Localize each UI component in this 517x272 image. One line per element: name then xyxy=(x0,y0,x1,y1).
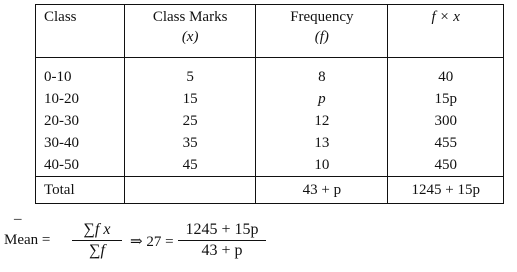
total-frequency: 43 + p xyxy=(256,177,388,204)
total-fx: 1245 + 15p xyxy=(388,177,504,204)
table-row xyxy=(36,110,504,132)
header-frequency-label: Frequency xyxy=(290,9,354,25)
frequency-table xyxy=(35,4,504,204)
total-label: Total xyxy=(36,177,125,204)
cell-fx: 455 xyxy=(388,132,504,154)
cell-frequency: 13 xyxy=(256,132,388,154)
cell-frequency: 10 xyxy=(256,154,388,177)
header-class-label: Class xyxy=(44,9,77,25)
fraction-numerator: 1245 + 15p xyxy=(185,221,259,238)
cell-marks: 35 xyxy=(125,132,256,154)
cell-class: 10-20 xyxy=(36,88,125,110)
cell-fx: 300 xyxy=(388,110,504,132)
cell-marks: 15 xyxy=(125,88,256,110)
fraction-sum-fx-over-sum-f xyxy=(72,220,122,261)
mean-label: Mean = xyxy=(4,232,51,248)
table-row xyxy=(36,154,504,177)
header-class-marks-symbol: (x) xyxy=(181,29,199,45)
fraction-numerator: ∑f x xyxy=(83,221,111,238)
header-fx-label: f × x xyxy=(431,9,460,25)
cell-marks: 45 xyxy=(125,154,256,177)
header-class-marks-label: Class Marks xyxy=(152,9,228,25)
fraction-denominator: ∑f xyxy=(89,242,105,259)
fraction-denominator: 43 + p xyxy=(201,242,243,259)
table-row xyxy=(36,88,504,110)
cell-fx: 40 xyxy=(388,58,504,89)
cell-frequency: p xyxy=(256,88,388,110)
cell-frequency: 12 xyxy=(256,110,388,132)
table-header-row xyxy=(36,5,504,58)
header-class xyxy=(36,5,125,58)
cell-fx: 15p xyxy=(388,88,504,110)
header-class-marks xyxy=(125,5,256,58)
table-total-row xyxy=(36,177,504,204)
dash-mark: – xyxy=(14,211,22,227)
cell-class: 0-10 xyxy=(36,58,125,89)
header-frequency-symbol: (f) xyxy=(314,29,329,45)
table-row xyxy=(36,132,504,154)
cell-marks: 25 xyxy=(125,110,256,132)
table-row xyxy=(36,58,504,89)
implies-equation: ⇒ 27 = xyxy=(130,234,174,250)
cell-fx: 450 xyxy=(388,154,504,177)
header-frequency xyxy=(256,5,388,58)
cell-class: 30-40 xyxy=(36,132,125,154)
cell-frequency: 8 xyxy=(256,58,388,89)
cell-class: 20-30 xyxy=(36,110,125,132)
cell-class: 40-50 xyxy=(36,154,125,177)
fraction-mean-expression xyxy=(178,220,266,261)
cell-marks: 5 xyxy=(125,58,256,89)
total-marks xyxy=(125,177,256,204)
header-fx xyxy=(388,5,504,58)
